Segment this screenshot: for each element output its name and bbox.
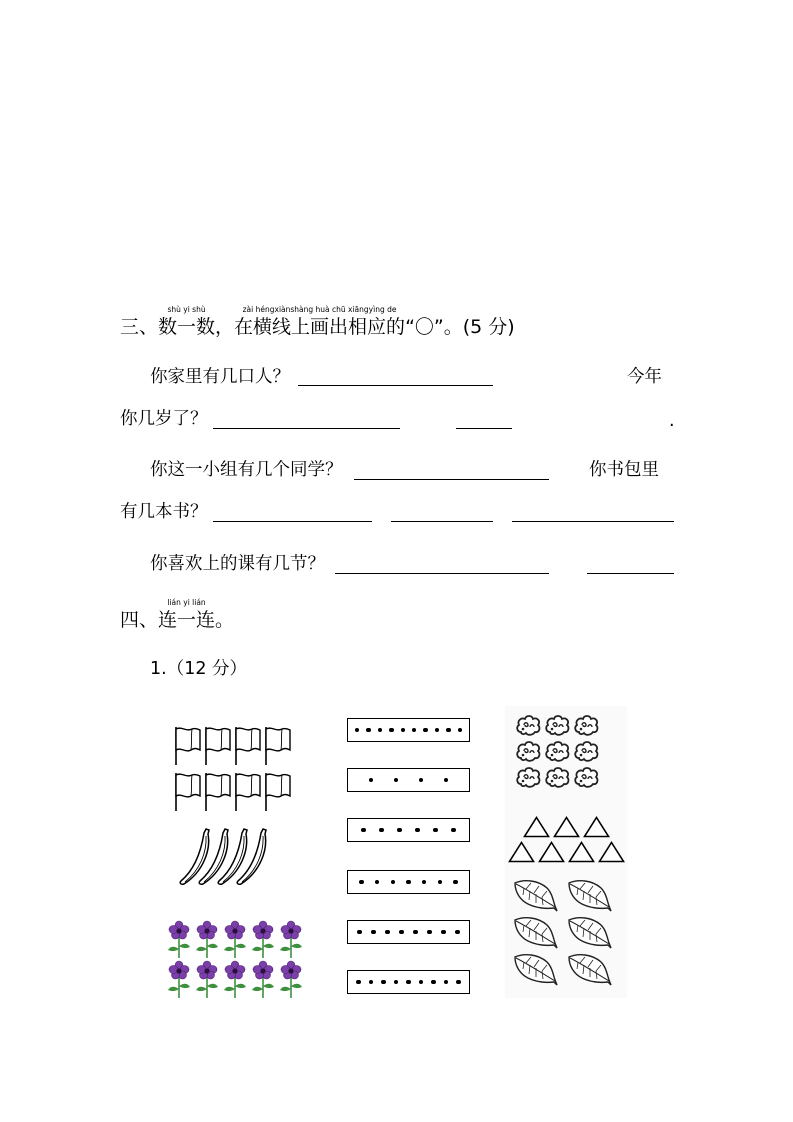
triangle-icon (508, 841, 538, 866)
dot (451, 828, 456, 833)
triangle-icon (598, 841, 628, 866)
heading-text: 连一连 (158, 609, 216, 631)
question-text: 你家里有几口人？ (150, 367, 290, 387)
heading-tail: “〇”。(5 分) (405, 316, 515, 338)
dot (458, 728, 463, 733)
banana-icon (235, 828, 254, 886)
cloud-icon (573, 740, 602, 766)
cloud-icon (573, 714, 602, 740)
flower-icon (222, 921, 250, 961)
dot (394, 778, 399, 783)
leaf-icon (566, 878, 620, 915)
dot (381, 980, 386, 985)
answer-blank (587, 573, 674, 574)
cloud-icon (573, 766, 602, 792)
dot (378, 728, 383, 733)
triangle-icon (568, 841, 598, 866)
flag-icon (203, 772, 233, 818)
heading-tail: 。 (215, 609, 235, 631)
question-text: 你书包里 (589, 460, 659, 480)
leaf-icon (512, 878, 566, 915)
leaf-icon (512, 952, 566, 989)
answer-blank (391, 521, 493, 522)
heading-ruby (158, 598, 216, 631)
flower-icon (222, 961, 250, 1001)
dot (427, 930, 432, 935)
pinyin: zài héngxiànshàng huà chū xiāngyìng de (242, 305, 397, 314)
dot (423, 728, 428, 733)
dot (455, 930, 460, 935)
dot (438, 880, 443, 885)
banana-icon (216, 828, 235, 886)
dot (406, 880, 411, 885)
answer-blank (298, 385, 493, 386)
dot (394, 980, 399, 985)
banana-icon (197, 828, 216, 886)
heading-punctuation: ， (215, 316, 235, 338)
section-3-heading (120, 305, 515, 338)
dot (371, 930, 376, 935)
dot-box (347, 718, 470, 742)
dot (366, 728, 371, 733)
dot (356, 980, 361, 985)
leaf-icon (566, 915, 620, 952)
flower-icon (278, 921, 306, 961)
dot (369, 778, 374, 783)
flag-group (173, 726, 293, 818)
banana-group (178, 828, 254, 886)
question-number: 1.（12 分） (150, 659, 248, 679)
cloud-icon (544, 714, 573, 740)
cloud-group (515, 714, 602, 792)
dot (413, 930, 418, 935)
dot (401, 728, 406, 733)
question-text: 你喜欢上的课有几节？ (150, 554, 325, 574)
leaf-icon (512, 915, 566, 952)
dot (369, 980, 374, 985)
section-4-heading (120, 598, 235, 631)
dot (391, 880, 396, 885)
question-text: 今年 (627, 367, 662, 387)
dot (441, 930, 446, 935)
heading-text: 数一数 (158, 316, 216, 338)
triangle-icon (583, 816, 613, 841)
triangle-group (508, 816, 628, 866)
answer-blank (213, 521, 372, 522)
dot (361, 828, 366, 833)
question-text: 有几本书？ (120, 502, 208, 522)
dot (375, 880, 380, 885)
dot (453, 880, 458, 885)
flag-icon (203, 726, 233, 772)
flag-icon (233, 726, 263, 772)
answer-blank (456, 428, 512, 429)
flower-icon (194, 961, 222, 1001)
dot (431, 980, 436, 985)
dot (385, 930, 390, 935)
heading-ruby (234, 305, 406, 338)
dot (389, 728, 394, 733)
dot (433, 828, 438, 833)
dot (446, 728, 451, 733)
pinyin: shù yi shù (167, 305, 206, 314)
pinyin: lián yi lián (167, 598, 206, 607)
dot (456, 980, 461, 985)
triangle-icon (553, 816, 583, 841)
cloud-icon (515, 740, 544, 766)
dot (399, 930, 404, 935)
dot (444, 778, 449, 783)
banana-icon (178, 828, 197, 886)
flower-group (166, 921, 306, 1001)
dot (435, 728, 440, 733)
dot (444, 980, 449, 985)
cloud-icon (544, 766, 573, 792)
dot (419, 980, 424, 985)
dot-box (347, 870, 470, 894)
flower-icon (250, 961, 278, 1001)
flag-icon (263, 772, 293, 818)
triangle-icon (538, 841, 568, 866)
dot-box (347, 970, 470, 994)
cloud-icon (515, 714, 544, 740)
dot (359, 880, 364, 885)
flag-icon (263, 726, 293, 772)
leaf-group (512, 878, 620, 989)
dot (412, 728, 417, 733)
dot-box (347, 818, 470, 842)
dot (422, 880, 427, 885)
section-number: 四、 (120, 609, 159, 631)
triangle-icon (523, 816, 553, 841)
flower-icon (166, 961, 194, 1001)
cloud-icon (544, 740, 573, 766)
question-text: 你这一小组有几个同学？ (150, 460, 343, 480)
flower-icon (194, 921, 222, 961)
heading-text: 在横线上画出相应的 (234, 316, 406, 338)
cloud-icon (515, 766, 544, 792)
flower-icon (278, 961, 306, 1001)
answer-blank (354, 479, 549, 480)
flag-icon (173, 726, 203, 772)
answer-blank (335, 573, 549, 574)
dot-box (347, 768, 470, 792)
period-mark: . (669, 411, 675, 431)
flag-icon (233, 772, 263, 818)
flag-icon (173, 772, 203, 818)
answer-blank (213, 428, 400, 429)
leaf-icon (566, 952, 620, 989)
heading-ruby (158, 305, 216, 338)
answer-blank (512, 521, 674, 522)
flower-icon (166, 921, 194, 961)
question-text: 你几岁了？ (120, 409, 208, 429)
flower-icon (250, 921, 278, 961)
dot (419, 778, 424, 783)
dot (357, 930, 362, 935)
dot (406, 980, 411, 985)
dot (379, 828, 384, 833)
dot-box (347, 920, 470, 944)
dot (397, 828, 402, 833)
dot (415, 828, 420, 833)
section-number: 三、 (120, 316, 159, 338)
dot (355, 728, 360, 733)
